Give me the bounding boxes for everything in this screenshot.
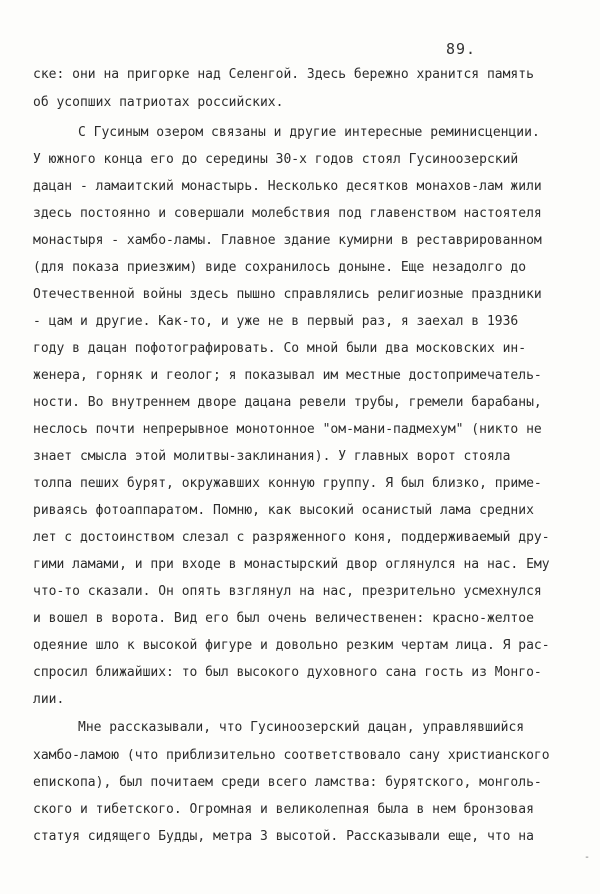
text-line: толпа пеших бурят, окружавших конную группу. Я был близко, приме- (33, 476, 542, 491)
text-line: знает смысла этой молитвы-заклинания). У главных ворот стояла (33, 449, 511, 464)
text-line: монастыря - хамбо-ламы. Главное здание кумирни в реставрированном (33, 233, 542, 248)
text-line: лии. (33, 692, 65, 707)
text-line: риваясь фотоаппаратом. Помню, как высокий осанистый лама средних (33, 503, 534, 518)
text-line: об усопших патриотах российских. (33, 95, 284, 110)
text-line: гими ламами, и при входе в монастырский двор оглянулся на нас. Ему (33, 557, 550, 572)
text-line: ского и тибетского. Огромная и великолепная была в нем бронзовая (33, 802, 534, 817)
text-line: ности. Во внутреннем дворе дацана ревели трубы, гремели барабаны, (33, 395, 542, 410)
text-line: - цам и другие. Как-то, и уже не в первый раз, я заехал в 1936 (33, 314, 519, 329)
text-line: здесь постоянно и совершали молебствия под главенством настоятеля (33, 206, 542, 221)
text-line: году в дацан пофотографировать. Со мной были два московских ин- (33, 341, 527, 356)
text-line: женера, горняк и геолог; я показывал им местные достопримечатель- (33, 368, 542, 383)
text-line: Отечественной войны здесь пышно справлялись религиозные праздники (33, 287, 542, 302)
text-line: (для показа приезжим) виде сохранилось доныне. Еще незадолго до (33, 260, 527, 275)
text-line: хамбо-ламою (что приблизительно соответствовало сану христианского (33, 748, 550, 763)
page-number: 89. (446, 40, 477, 58)
margin-mark: - (584, 852, 591, 863)
text-line: спросил ближайших: то был высокого духовного сана гость из Монго- (33, 665, 542, 680)
text-line: епископа), был почитаем среди всего ламства: бурятского, монголь- (33, 775, 542, 790)
text-line: дацан - ламаитский монастырь. Несколько десятков монахов-лам жили (33, 179, 542, 194)
text-line: У южного конца его до середины 30-х годов стоял Гусиноозерский (33, 152, 519, 167)
text-line: одеяние шло к высокой фигуре и довольно резким чертам лица. Я рас- (33, 638, 550, 653)
text-line: и вошел в ворота. Вид его был очень величественен: красно-желтое (33, 611, 534, 626)
text-line: неслось почти непрерывное монотонное "ом-мани-падмехум" (никто не (33, 422, 542, 437)
text-line: лет с достоинством слезал с разряженного коня, поддерживаемый дру- (33, 530, 550, 545)
text-line: С Гусиным озером связаны и другие интересные реминисценции. (78, 125, 540, 140)
text-line: статуя сидящего Будды, метра 3 высотой. Рассказывали еще, что на (33, 829, 534, 844)
text-line: Мне рассказывали, что Гусиноозерский дацан, управлявшийся (78, 720, 525, 735)
text-line: ске: они на пригорке над Селенгой. Здесь бережно хранится память (33, 67, 534, 82)
text-line: что-то сказали. Он опять взглянул на нас, презрительно усмехнулся (33, 584, 542, 599)
